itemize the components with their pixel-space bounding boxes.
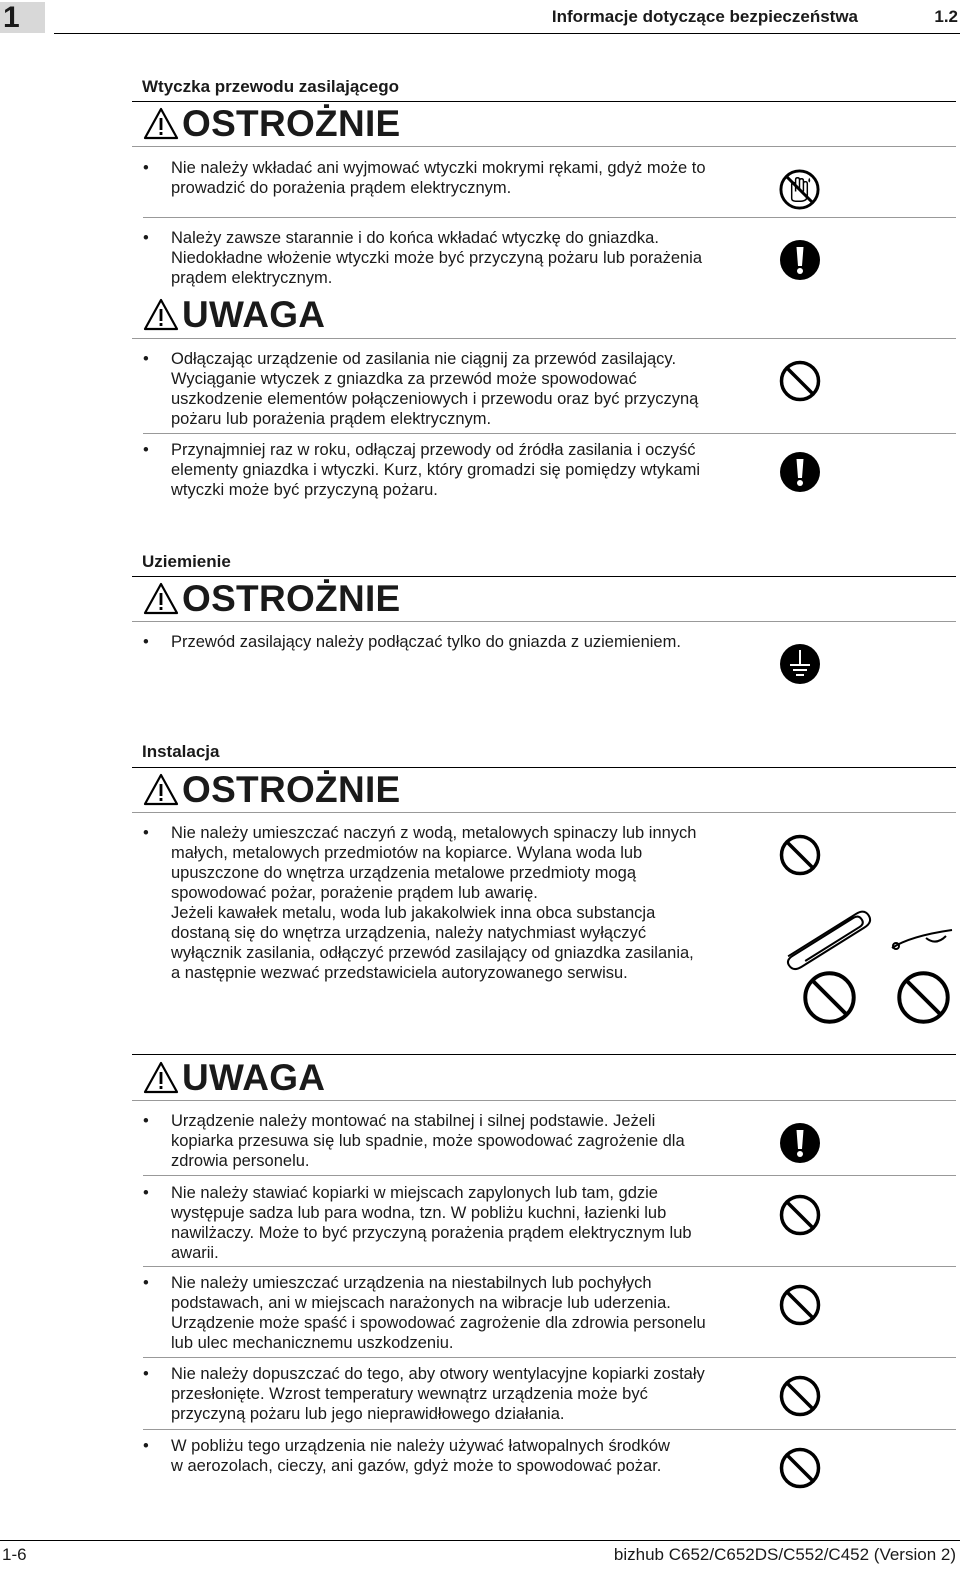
item-divider (143, 1357, 956, 1358)
bullet: • (143, 159, 149, 177)
no-wet-hands-icon (778, 168, 821, 211)
section-title-grounding: Uziemienie (142, 552, 231, 571)
list-item (143, 823, 753, 983)
item-text: Nie należy umieszczać naczyń z wodą, metalowych spinaczy lub innych małych, metalowych przedmiotów na kopiarce. Wylana woda lub upuszczone do wnętrza urządzenia metalowe przedmioty mogą spowodować pożar, porażenie prądem lub awarię. Jeżeli kawałek metalu, woda lub jakakolwiek inna obca substancja dostaną się do wnętrza urządzenia, należy natychmiast wyłączyć wyłącznik zasilania, odłączyć przewód zasilający od gniazdka zasilania, a następnie wezwać przedstawiciela autoryzowanego serwisu. (171, 824, 697, 982)
section-divider (132, 576, 956, 577)
list-item (143, 1436, 753, 1476)
item-text: Odłączając urządzenie od zasilania nie ciągnij za przewód zasilający. Wyciąganie wtyczek z gniazdka za przewód może spowodować uszkodzenie elementów połączeniowych i przewodu oraz być przyczyną pożaru lub porażenia prądem elektrycznym. (171, 350, 699, 428)
mandatory-action-icon (779, 451, 821, 493)
warning-label: UWAGA (182, 1057, 326, 1098)
bullet: • (143, 633, 149, 651)
caution-label: OSTROŻNIE (182, 578, 401, 619)
warning-triangle-icon (143, 582, 179, 616)
list-item (143, 1273, 753, 1353)
warning-triangle-icon (143, 1061, 179, 1095)
bullet: • (143, 824, 149, 842)
bullet: • (143, 441, 149, 459)
item-text: Nie należy umieszczać urządzenia na niestabilnych lub pochyłych podstawach, ani w miejscach narażonych na wibracje lub uderzenia. Urządzenie może spaść i spowodować zagrożenie dla zdrowia personelu lub ulec mechanicznemu uszkodzeniu. (171, 1274, 706, 1352)
paper-clip-icon (772, 898, 878, 978)
callout-divider (132, 1100, 956, 1101)
prohibition-icon (779, 1194, 821, 1236)
caution-heading (143, 769, 401, 811)
item-divider (143, 1429, 956, 1430)
section-divider (132, 1054, 956, 1055)
list-item (143, 632, 753, 652)
list-item (143, 440, 753, 500)
item-text: Należy zawsze starannie i do końca wkładać wtyczkę do gniazdka. Niedokładne włożenie wtyczki może być przyczyną pożaru lub porażenia prądem elektrycznym. (171, 229, 703, 287)
list-item (143, 158, 753, 198)
hairpin-icon (890, 926, 956, 952)
header-title: Informacje dotyczące bezpieczeństwa (551, 7, 858, 26)
list-item (143, 349, 753, 429)
mandatory-action-icon (779, 239, 821, 281)
item-text: Urządzenie należy montować na stabilnej i silnej podstawie. Jeżeli kopiarka przesuwa się lub spadnie, może spowodować zagrożenie dla zdrowia personelu. (171, 1112, 685, 1170)
callout-divider (132, 338, 956, 339)
prohibition-icon (779, 360, 821, 402)
bullet: • (143, 1365, 149, 1383)
item-divider (143, 1175, 956, 1176)
bullet: • (143, 1437, 149, 1455)
prohibition-icon (779, 1375, 821, 1417)
item-text: Nie należy dopuszczać do tego, aby otwory wentylacyjne kopiarki zostały przesłonięte. Wzrost temperatury wewnątrz urządzenia może być przyczyną pożaru lub jego nieprawidłowego działania. (171, 1365, 705, 1423)
caution-label: OSTROŻNIE (182, 103, 401, 144)
warning-triangle-icon (143, 107, 179, 141)
bullet: • (143, 350, 149, 368)
callout-divider (132, 146, 956, 147)
bullet: • (143, 1112, 149, 1130)
caution-label: OSTROŻNIE (182, 769, 401, 810)
section-title-plug: Wtyczka przewodu zasilającego (142, 77, 399, 96)
prohibition-icon (779, 1284, 821, 1326)
prohibition-icon (896, 970, 951, 1025)
list-item (143, 1111, 753, 1171)
warning-triangle-icon (143, 298, 179, 332)
product-name: bizhub C652/C652DS/C552/C452 (Version 2) (613, 1545, 956, 1564)
warning-triangle-icon (143, 773, 179, 807)
item-text: Nie należy wkładać ani wyjmować wtyczki mokrymi rękami, gdyż może to prowadzić do porażenia prądem elektrycznym. (171, 159, 706, 197)
callout-divider (132, 621, 956, 622)
item-divider (143, 217, 956, 218)
list-item (143, 1183, 753, 1263)
list-item (143, 1364, 753, 1424)
prohibition-icon (802, 970, 857, 1025)
item-text: W pobliżu tego urządzenia nie należy używać łatwopalnych środków w aerozolach, cieczy, ani gazów, gdyż może to spowodować pożar. (171, 1437, 670, 1475)
section-divider (132, 767, 956, 768)
warning-heading (143, 294, 325, 336)
bullet: • (143, 229, 149, 247)
list-item (143, 228, 753, 288)
prohibition-icon (779, 1447, 821, 1489)
ground-icon (779, 643, 821, 685)
callout-divider (132, 812, 956, 813)
item-divider (143, 433, 956, 434)
warning-heading (143, 1057, 325, 1099)
section-divider (132, 101, 956, 102)
bullet: • (143, 1274, 149, 1292)
warning-label: UWAGA (182, 294, 326, 335)
page-number: 1-6 (2, 1545, 27, 1564)
mandatory-action-icon (779, 1122, 821, 1164)
section-title-installation: Instalacja (142, 742, 220, 761)
header-divider (54, 33, 960, 34)
footer-divider (0, 1540, 960, 1541)
item-text: Przynajmniej raz w roku, odłączaj przewody od źródła zasilania i oczyść elementy gniazdka i wtyczki. Kurz, który gromadzi się pomiędzy wtykami wtyczki może być przyczyną pożaru. (171, 441, 701, 499)
caution-heading (143, 578, 401, 620)
caution-heading (143, 103, 401, 145)
prohibition-icon (779, 834, 821, 876)
bullet: • (143, 1184, 149, 1202)
item-divider (143, 1266, 956, 1267)
section-number: 1.2 (934, 7, 958, 26)
item-text: Przewód zasilający należy podłączać tylko do gniazda z uziemieniem. (171, 633, 681, 651)
item-text: Nie należy stawiać kopiarki w miejscach zapylonych lub tam, gdzie występuje sadza lub para wodna, tzn. W pobliżu kuchni, łazienki lub nawilżaczy. Może to być przyczyną porażenia prądem elektrycznym lub awarii. (171, 1184, 692, 1262)
chapter-number: 1 (3, 1, 20, 34)
